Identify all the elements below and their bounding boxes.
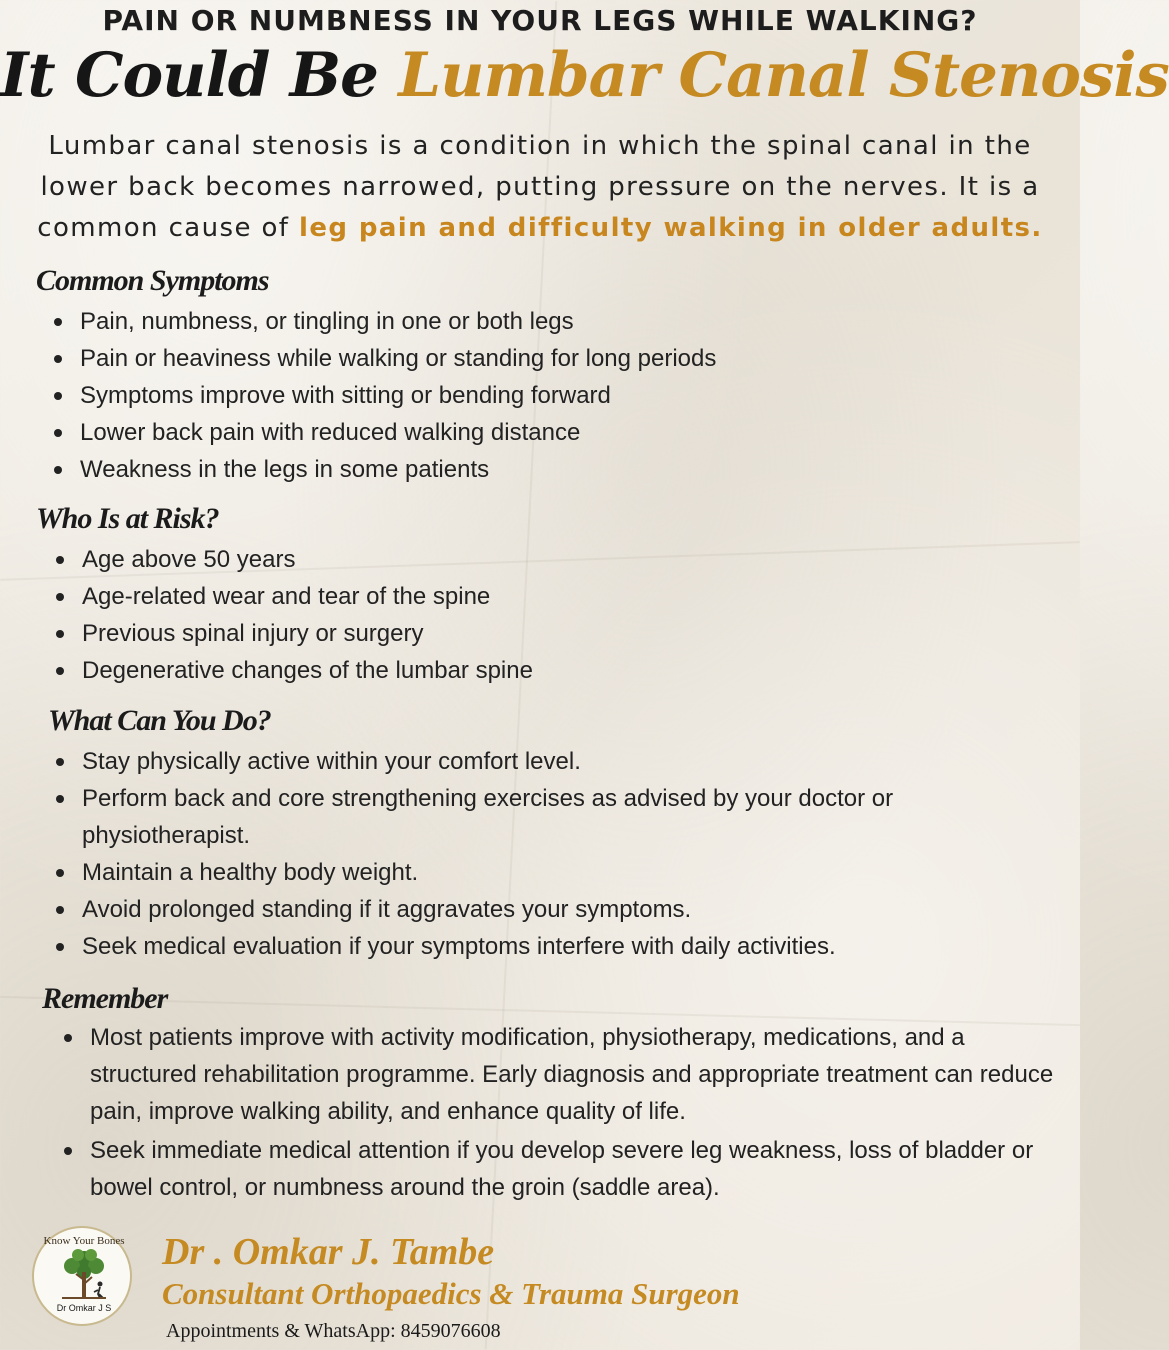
list-item-text: Most patients improve with activity modification, physiotherapy, medications, and a structured rehabilitation programme. Early diagnosis and appropriate treatment can reduce pain, improve walking ability, and enhance quality of life. <box>90 1024 1054 1125</box>
list-item-text: Stay physically active within your comfort level. <box>82 748 581 775</box>
bullet-icon <box>56 943 64 951</box>
list-item-text: Avoid prolonged standing if it aggravates your symptoms. <box>82 896 692 923</box>
intro-highlight: leg pain and difficulty walking in older adults. <box>299 213 1043 243</box>
list-item <box>56 541 533 578</box>
list-item <box>56 578 533 615</box>
list-item <box>54 414 716 451</box>
list-item <box>56 652 533 689</box>
kicker-question: PAIN OR NUMBNESS IN YOUR LEGS WHILE WALKING? <box>102 4 978 37</box>
section-title-risk: Who Is at Risk? <box>36 502 219 535</box>
bullet-icon <box>56 906 64 914</box>
list-item <box>64 1019 1064 1130</box>
bullet-icon <box>64 1147 72 1155</box>
bullet-icon <box>56 758 64 766</box>
list-item <box>56 615 533 652</box>
symptoms-list <box>54 303 716 488</box>
bullet-icon <box>56 593 64 601</box>
logo-owner-text: Dr Omkar J S <box>56 1303 112 1313</box>
list-item-text: Seek medical evaluation if your symptoms interfere with daily activities. <box>82 933 836 960</box>
bullet-icon <box>56 556 64 564</box>
doctor-role: Consultant Orthopaedics & Trauma Surgeon <box>162 1276 740 1311</box>
list-item-text: Symptoms improve with sitting or bending forward <box>80 382 611 409</box>
bullet-icon <box>54 392 62 400</box>
list-item <box>54 377 716 414</box>
bullet-icon <box>54 429 62 437</box>
clinic-logo <box>32 1226 132 1326</box>
section-title-remember: Remember <box>42 982 168 1015</box>
bullet-icon <box>56 630 64 638</box>
headline <box>0 40 1169 111</box>
bullet-icon <box>54 466 62 474</box>
list-item <box>56 854 956 891</box>
list-item-text: Lower back pain with reduced walking distance <box>80 419 581 446</box>
headline-lead: It Could Be <box>0 40 378 111</box>
list-item <box>64 1132 1064 1206</box>
list-item-text: Degenerative changes of the lumbar spine <box>82 657 533 684</box>
section-title-symptoms: Common Symptoms <box>36 264 269 297</box>
list-item <box>56 743 956 780</box>
bullet-icon <box>64 1034 72 1042</box>
list-item-text: Seek immediate medical attention if you develop severe leg weakness, loss of bladder or bowel control, or numbness around the groin (saddle area). <box>90 1137 1034 1201</box>
list-item <box>56 780 956 854</box>
appointment-contact: Appointments & WhatsApp: 8459076608 <box>166 1320 501 1342</box>
bullet-icon <box>56 869 64 877</box>
intro-text: Lumbar canal stenosis is a condition in which the spinal canal in the lower back becomes narrowed, putting pressure on the nerves. It is a common cause of <box>37 131 1040 243</box>
bullet-icon <box>54 355 62 363</box>
logo-brand-text: Know Your Bones <box>43 1235 125 1247</box>
list-item-text: Previous spinal injury or surgery <box>82 620 424 647</box>
list-item <box>56 928 956 965</box>
doctor-name: Dr . Omkar J. Tambe <box>162 1231 495 1273</box>
tree-with-person-icon <box>54 1246 114 1302</box>
list-item-text: Pain, numbness, or tingling in one or both legs <box>80 308 574 335</box>
list-item <box>54 303 716 340</box>
list-item-text: Maintain a healthy body weight. <box>82 859 419 886</box>
list-item-text: Age-related wear and tear of the spine <box>82 583 491 610</box>
bullet-icon <box>56 795 64 803</box>
list-item-text: Pain or heaviness while walking or standing for long periods <box>80 345 717 372</box>
list-item-text: Perform back and core strengthening exercises as advised by your doctor or physiotherapist. <box>82 785 894 849</box>
list-item <box>56 891 956 928</box>
list-item-text: Weakness in the legs in some patients <box>80 456 490 483</box>
risk-list <box>56 541 533 689</box>
list-item-text: Age above 50 years <box>82 546 296 573</box>
section-title-actions: What Can You Do? <box>48 704 271 737</box>
list-item <box>54 340 716 377</box>
headline-accent: Lumbar Canal Stenosis <box>398 40 1169 111</box>
bullet-icon <box>54 318 62 326</box>
bullet-icon <box>56 667 64 675</box>
intro-paragraph <box>8 126 1072 249</box>
list-item <box>54 451 716 488</box>
remember-list <box>64 1019 1064 1208</box>
actions-list <box>56 743 956 965</box>
